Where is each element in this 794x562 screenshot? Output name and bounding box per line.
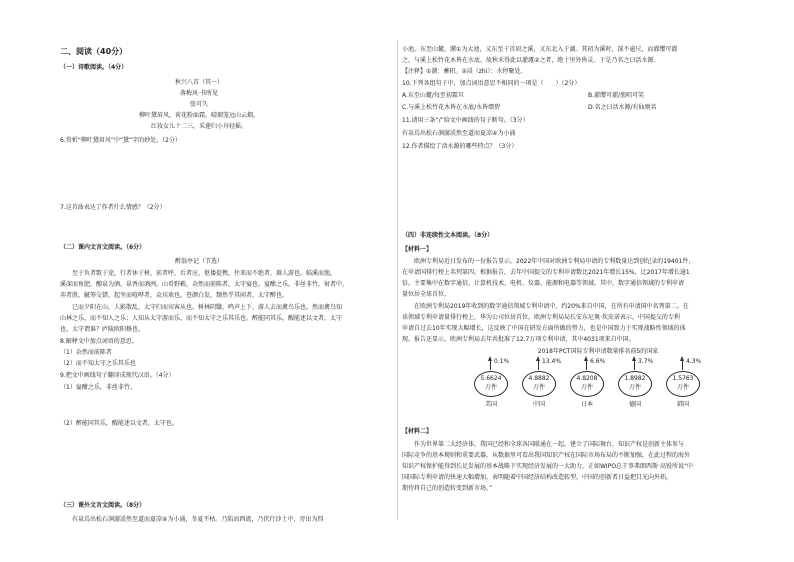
growth-arrow-shaft — [586, 360, 587, 370]
growth-arrow-icon — [488, 356, 492, 361]
material-1-line6: 该领域专利申请量排行榜上，华为公司位居首位。欧洲专利局局长安东尼奥·坎皮诺表示，中国提交的专利 — [402, 314, 680, 321]
patent-chart — [398, 356, 794, 416]
value-label: 1.5763 — [672, 375, 694, 382]
material-2-line4: 国国际专利申请的快速大幅增加，表明随着中国经济结构改造转型，中国的创新者日益把目光向外拓， — [402, 474, 673, 481]
value-label: 5.6624 — [480, 375, 502, 382]
question-7: 7.这首曲表达了作者什么情感？（2分） — [60, 204, 166, 211]
growth-arrow-shaft — [538, 360, 539, 370]
poem2-title: 落梅风·书所见 — [180, 90, 218, 97]
right-column — [398, 0, 794, 562]
unit-label: 万件 — [484, 384, 497, 391]
question-8: 8.解释文中加点词语的意思。 — [60, 338, 138, 345]
question-10: 10.下列各组句子中，加点词语意思不相同的一项是（ ）（2分） — [402, 80, 581, 87]
extra-para-line1: 有泉焉出松石涧潺湲然至道而夏凉④为小涌，冬夏不枯。乃陷而西流，乃伏行沙土中，旁出为四 — [72, 516, 324, 523]
growth-label: 0.1% — [494, 358, 510, 365]
value-label: 4.8208 — [576, 375, 598, 382]
extra-para-line2: 小池，东至山麓，潴①为大池，又东至于首眉之溪，又东北入于湖。其初为溪时，深不逾尺，而濯缨可濯 — [402, 46, 678, 53]
unit-label: 万件 — [628, 384, 641, 391]
material-1-label: 【材料一】 — [402, 246, 433, 253]
section-title: 二、阅读（40分） — [60, 47, 128, 56]
classical-para-line2: 溪深而鱼肥，酿泉为酒，泉香而酒洌，山肴野蔌，杂然而前陈者，太守宴也。宴酣之乐，非丝非竹，射者中， — [60, 281, 349, 288]
material-1-line4: 量位居全球首位。 — [402, 291, 451, 298]
poem2-line1: 柳叶黛眉风，荷花粉面霜，晴烟笼远山云烟。 — [138, 112, 259, 119]
material-1-line1: 欧洲专利局近日发布的一份报告显示，2022年中国对欧洲专利局申请的专利数量达到创纪录的19401件， — [414, 258, 695, 265]
poem2-line2: 红妆女儿十二三，采莲归小舟轻摇。 — [150, 123, 247, 130]
growth-arrow-shaft — [682, 360, 683, 370]
material-2-line2: 国际竞争的基本规则和重要武器，从数据里可看出我国知识产权在国际市场布局的不断加强，在此过程的海外 — [402, 452, 691, 459]
annotation-note: 【注释】①潴：蓄积。②浸（zhì）：水停聚处。 — [402, 68, 527, 75]
material-1-line7: 申请自过去10年实现大幅增长，这反映了中国在研发方面所做的努力，也是中国致力于实现战略性领域的体 — [402, 325, 686, 332]
extra-heading: （三）课外文言文阅读。（8分） — [60, 502, 146, 509]
material-2-line5: 期待将自己的创造转变到新市场。” — [402, 485, 493, 492]
question-11: 11.请用三条“/”给文中画线的句子断句。（3分） — [402, 117, 529, 124]
country-label: 中国 — [532, 401, 545, 408]
question-10-option-a: A.东至山麓/每至初霜旦 — [402, 92, 464, 99]
classical-title: 醉翁亭记（节选） — [174, 258, 223, 265]
material-2-line3: 知识产权保护能得到长足发展的基本战略下实现经济发展的一大助力，正如WIPO总干事弗朗西斯·高锐所说“中 — [402, 463, 694, 470]
country-label: 韩国 — [676, 401, 689, 408]
question-10-option-c: C.与溪上松竹花木皆在水底/水皆缥碧 — [402, 104, 501, 111]
country-label: 日本 — [580, 401, 593, 408]
growth-label: 4.3% — [686, 358, 702, 365]
material-1-line2: 在申请国排行榜上名列第四。根据报告，去年中国提交的专利申请数比2021年增长15%，比2017年增长逾1 — [402, 269, 690, 276]
question-6: 6.赏析“柳叶黛眉风”中“黛”字的妙处。（2分） — [60, 137, 181, 144]
value-label: 4.8882 — [528, 375, 550, 382]
material-2-label: 【材料二】 — [402, 428, 433, 435]
info-heading: （四）非连续性文本阅读。（8分） — [402, 232, 494, 239]
classical-para-line1: 至于负者歌于途，行者休于树，前者呼，后者应，伛偻提携，往来而不绝者，滁人游也。临溪而渔， — [72, 270, 337, 277]
country-label: 美国 — [484, 401, 497, 408]
question-10-option-b: B.濯缨可濯/渔唱可笑 — [588, 92, 645, 99]
growth-arrow-shaft — [490, 360, 491, 370]
question-11-text: 有泉焉出松石涧潺湲然至道而夏凉④为小涌 — [402, 130, 516, 137]
value-label: 1.8982 — [624, 375, 646, 382]
growth-arrow-shaft — [634, 360, 635, 370]
chart-title: 2018年PCT国际专利申请数量排名前5的国家 — [537, 348, 659, 355]
question-8-item2: （2）而不知太守之乐其乐也 — [60, 360, 136, 367]
question-12: 12.作者描绘了活水源的哪些特点？（3分） — [402, 143, 518, 150]
growth-arrow-icon — [536, 356, 540, 361]
poem1-title: 秋兴八首（其一） — [174, 79, 223, 86]
classical-para-line5: 山林之乐，而不知人之乐；人知从太守游而乐，而不知太守之乐其乐也。醉能同其乐，醒能述以文者，太守 — [60, 315, 343, 322]
value-bubble — [522, 371, 556, 397]
classical-para-line3: 弈者胜，觥筹交错，起坐而喧哗者，众宾欢也。苍颜白发，颓然乎其间者，太守醉也。 — [60, 292, 289, 299]
classical-para-line6: 也。太守谓谁？庐陵欧阳修也。 — [60, 326, 145, 333]
growth-label: 13.4% — [542, 358, 562, 365]
question-10-option-d: D.名之曰活水源/有仙则名 — [588, 104, 657, 111]
question-9-item2: （2）醉能同其乐，醒能述以文者，太守也。 — [60, 420, 178, 427]
material-1-line5: 在欧洲专利局2019年收到的数字通信领域专利申请中，约20%来自中国，在所有申请国中名列第二。在 — [414, 303, 689, 310]
material-2-line1: 作为世界第二大经济体，我国已经和全球各国联通在一起。建立了国际舞台，知识产权是创新主体参与 — [414, 441, 685, 448]
question-8-item1: （1）杂然而前陈者 — [60, 349, 112, 356]
classical-para-line4: 已而夕阳在山，人影散乱，太守归而宾客从也。树林阴翳，鸣声上下，游人去而禽鸟乐也。然而禽鸟知 — [72, 304, 343, 311]
value-bubble — [666, 371, 700, 397]
material-1-line3: 倍。主要集中在数字通信、计算机技术、电机、仪器、能源和电器等领域。其中，数字通信领域的专利申请 — [402, 280, 685, 287]
growth-label: 3.7% — [638, 358, 654, 365]
country-label: 德国 — [628, 401, 641, 408]
value-bubble — [618, 371, 652, 397]
growth-arrow-icon — [632, 356, 636, 361]
question-9: 9.把文中画线句子翻译成现代汉语。（4分） — [60, 372, 175, 379]
unit-label: 万件 — [580, 384, 593, 391]
growth-arrow-icon — [584, 356, 588, 361]
poem2-author: 张可久 — [189, 101, 208, 108]
material-1-line8: 现。报告还显示，欧洲专利局去年共批准了12.7万项专利申请，其中4031项来自中国。 — [402, 336, 635, 343]
value-bubble — [474, 371, 508, 397]
unit-label: 万件 — [676, 384, 689, 391]
growth-arrow-icon — [680, 356, 684, 361]
extra-para-line3: 之，与溪上松竹花木皆在水底，故秋禾得此以灌溉②之者，绝十里外皆灵。于是乃名之曰活水源。 — [402, 57, 660, 64]
classical-heading: （二）课内文言文阅读。（6分） — [60, 244, 146, 251]
question-9-item1: （1）宴酣之乐，非丝非竹。 — [60, 384, 136, 391]
value-bubble — [570, 371, 604, 397]
growth-label: 6.6% — [590, 358, 606, 365]
poetry-heading: （一）诗歌阅读。（4分） — [60, 64, 128, 71]
unit-label: 万件 — [532, 384, 545, 391]
